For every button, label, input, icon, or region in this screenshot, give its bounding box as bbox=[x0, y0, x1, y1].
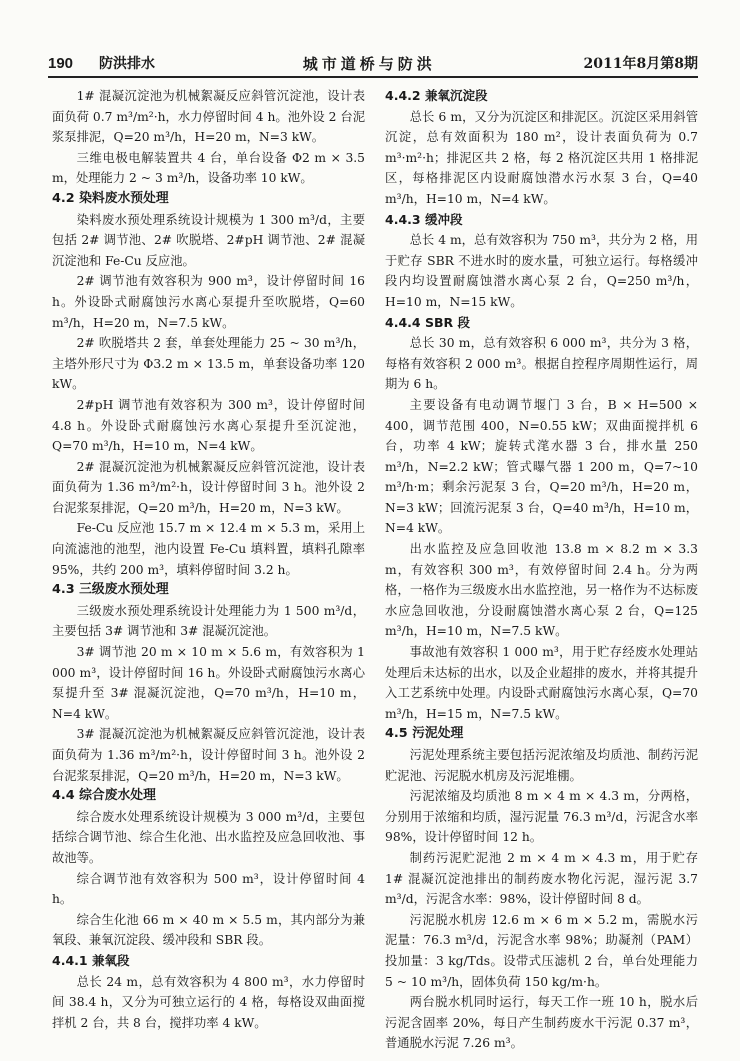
section-heading: 4.3 三级废水预处理 bbox=[52, 582, 169, 598]
right-column bbox=[385, 86, 698, 1051]
paragraph: 制药污泥贮泥池 2 m × 4 m × 4.3 m，用于贮存 1# 混凝沉淀池排出的制药废水物化污泥，湿污泥 3.7 m³/d，污泥含水率：98%，设计停留时间 8 d。 bbox=[385, 850, 698, 907]
paragraph: 1# 混凝沉淀池为机械絮凝反应斜管沉淀池，设计表面负荷 0.7 m³/m²·h，水力停留时间 4 h。池外设 2 台泥浆泵排泥，Q=20 m³/h，H=20 m，N=3 kW。 bbox=[52, 89, 365, 145]
left-column bbox=[52, 86, 365, 1031]
paragraph: 3# 混凝沉淀池为机械絮凝反应斜管沉淀池，设计表面负荷为 1.36 m³/m²·h，设计停留时间 3 h。池外设 2 台泥浆泵排泥，Q=20 m³/h，H=20 m，N=3 kW。 bbox=[52, 727, 365, 783]
paragraph: 2# 调节池有效容积为 900 m³，设计停留时间 16 h。外设卧式耐腐蚀污水离心泵提升至吹脱塔，Q=60 m³/h，H=20 m，N=7.5 kW。 bbox=[52, 274, 365, 330]
paragraph: 污泥处理系统主要包括污泥浓缩及均质池、制药污泥贮泥池、污泥脱水机房及污泥堆棚。 bbox=[385, 748, 698, 783]
running-header bbox=[48, 50, 698, 78]
paragraph: 综合废水处理系统设计规模为 3 000 m³/d，主要包括综合调节池、综合生化池、出水监控及应急回收池、事故池等。 bbox=[52, 809, 365, 865]
article-body bbox=[52, 86, 698, 1051]
paragraph: 污泥脱水机房 12.6 m × 6 m × 5.2 m，需脱水污泥量：76.3 m³/d，污泥含水率 98%；助凝剂（PAM）投加量：3 kg/Tds。设带式压滤机 2 台，单台处理能力 5 ~ 10 m³/h，固体负荷 150 kg/m·h。 bbox=[385, 912, 698, 989]
paragraph: Fe-Cu 反应池 15.7 m × 12.4 m × 5.3 m，采用上向流滤池的池型，池内设置 Fe-Cu 填料置，填料孔隙率 95%，共约 200 m³，填料停留时间 3.2 h。 bbox=[52, 521, 365, 577]
paragraph: 三维电极电解装置共 4 台，单台设备 Φ2 m × 3.5 m，处理能力 2 ~ 3 m³/h，设备功率 10 kW。 bbox=[52, 150, 365, 186]
paragraph: 污泥浓缩及均质池 8 m × 4 m × 4.3 m，分两格，分别用于浓缩和均质，湿污泥量 76.3 m³/d，污泥含水率 98%，设计停留时间 12 h。 bbox=[385, 789, 698, 845]
paragraph: 2# 吹脱塔共 2 套，单套处理能力 25 ~ 30 m³/h，主塔外形尺寸为 Φ3.2 m × 13.5 m，单套设备功率 120 kW。 bbox=[52, 336, 365, 392]
section-heading: 4.4.2 兼氧沉淀段 bbox=[385, 88, 488, 103]
paragraph: 出水监控及应急回收池 13.8 m × 8.2 m × 3.3 m，有效容积 300 m³，有效停留时间 2.4 h。分为两格，一格作为三级废水出水监控池，另一格作为不达标废水应急回收池，分设耐腐蚀潜水离心泵 2 台，Q=125 m³/h，H=10 m，N=7.5 kW。 bbox=[385, 542, 698, 639]
section-name: 防洪排水 bbox=[99, 56, 156, 72]
paragraph: 3# 调节池 20 m × 10 m × 5.6 m，有效容积为 1 000 m³，设计停留时间 16 h。外设卧式耐腐蚀污水离心泵提升至 3# 混凝沉淀池，Q=70 m³/h，H=10 m，N=4 kW。 bbox=[52, 645, 365, 721]
section-heading: 4.4 综合废水处理 bbox=[52, 788, 156, 804]
paragraph: 总长 30 m，总有效容积 6 000 m³，共分为 3 格，每格有效容积 2 000 m³。根据自控程序周期性运行，周期为 6 h。 bbox=[385, 336, 698, 392]
paragraph: 2#pH 调节池有效容积为 300 m³，设计停留时间 4.8 h。外设卧式耐腐蚀污水离心泵提升至沉淀池，Q=70 m³/h，H=10 m，N=4 kW。 bbox=[52, 397, 365, 454]
section-heading: 4.4.4 SBR 段 bbox=[385, 314, 470, 330]
issue-date: 2011年8月第8期 bbox=[583, 56, 698, 72]
paragraph: 染料废水预处理系统设计规模为 1 300 m³/d，主要包括 2# 调节池、2# 吹脱塔、2#pH 调节池、2# 混凝沉淀池和 Fe-Cu 反应池。 bbox=[52, 212, 365, 268]
paragraph: 三级废水预处理系统设计处理能力为 1 500 m³/d，主要包括 3# 调节池和 3# 混凝沉淀池。 bbox=[52, 603, 365, 639]
paragraph: 总长 24 m，总有效容积为 4 800 m³，水力停留时间 38.4 h，又分为可独立运行的 4 格，每格设双曲面搅拌机 2 台，共 8 台，搅拌功率 4 kW。 bbox=[52, 974, 365, 1030]
paragraph: 2# 混凝沉淀池为机械絮凝反应斜管沉淀池，设计表面负荷为 1.36 m³/m²·h，设计停留时间 3 h。池外设 2 台泥浆泵排泥，Q=20 m³/h，H=20 m，N=3 kW。 bbox=[52, 459, 365, 515]
paragraph: 总长 6 m，又分为沉淀区和排泥区。沉淀区采用斜管沉淀，总有效面积为 180 m²，设计表面负荷为 0.7 m³·m²·h；排泥区共 2 格，每 2 格沉淀区共用 1 格排泥区，每格排泥区内设耐腐蚀潜水污水泵 3 台，Q=40 m³/h，H=10 m，N=4 kW。 bbox=[385, 109, 698, 206]
section-heading: 4.4.1 兼氧段 bbox=[52, 952, 130, 968]
paragraph: 总长 4 m，总有效容积为 750 m³，共分为 2 格，用于贮存 SBR 不进水时的废水量，可独立运行。每格缓冲段内均设置耐腐蚀潜水离心泵 2 台，Q=250 m³/h，H=10 m，N=15 kW。 bbox=[385, 233, 698, 309]
journal-title: 城市道桥与防洪 bbox=[302, 54, 436, 73]
section-heading: 4.4.3 缓冲段 bbox=[385, 211, 463, 227]
paragraph: 主要设备有电动调节堰门 3 台，B × H=500 × 400，调节范围 400，N=0.55 kW；双曲面搅拌机 6 台，功率 4 kW；旋转式滗水器 3 台，排水量 250 m³/h，N=2.2 kW；管式曝气器 1 200 m，Q=7~10 m³/h·m；剩余污泥泵 3 台，Q=20 m³/h，H=20 m，N=3 kW；回流污泥泵 3 台，Q=40 m³/h，H=10 m，N=4 kW。 bbox=[385, 397, 698, 536]
section-heading: 4.5 污泥处理 bbox=[385, 726, 464, 742]
paragraph: 综合生化池 66 m × 40 m × 5.5 m，其内部分为兼氧段、兼氧沉淀段、缓冲段和 SBR 段。 bbox=[52, 912, 365, 948]
paragraph: 事故池有效容积 1 000 m³，用于贮存经废水处理站处理后未达标的出水，以及企业超排的废水，并将其提升入工艺系统中处理。内设卧式耐腐蚀污水离心泵，Q=70 m³/h，H=15 m，N=7.5 kW。 bbox=[385, 645, 698, 721]
paragraph: 两台脱水机同时运行，每天工作一班 10 h，脱水后污泥含固率 20%，每日产生制药废水干污泥 0.37 m³，普通脱水污泥 7.26 m³。 bbox=[385, 995, 698, 1051]
paragraph: 综合调节池有效容积为 500 m³，设计停留时间 4 h。 bbox=[52, 871, 365, 907]
header-left bbox=[48, 53, 155, 73]
page-number: 190 bbox=[48, 54, 74, 72]
section-heading: 4.2 染料废水预处理 bbox=[52, 190, 169, 206]
